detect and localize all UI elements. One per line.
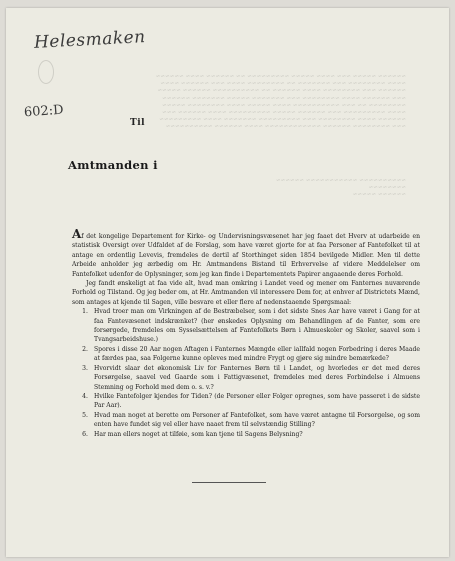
question-text: Hvad man noget at berette om Personer af Fantefolket, som have været antagne til Forsorgelse, og som enten have fundet sig vel eller have naaet frem til selvstændig Stilling? [94, 411, 420, 429]
intro-paragraph [72, 227, 420, 279]
handwritten-archive-number: 602:D [23, 102, 65, 121]
question-item: 5. Hvad man noget at berette om Personer af Fantefolket, som have været antagne til Forsorgelse, og som enten have fundet sig vel eller have naaet frem til selvstændig Stilling? [82, 411, 420, 429]
salutation-til: Til [130, 118, 146, 128]
question-item: 1. Hvad troer man om Virkningen af de Bestræbelser, som i det sidste Snes Aar have været i Gang for at faa Fantevæsenet indskrænket? (her ønskedes Oplysning om Behandlingen af de Fanter, som ere forsørgede, fremdeles om Sysselsættelsen af Fantefolkets Børn i Almueskoler og Skoler, saavel som i Tvangsarbeidshuse.) [82, 308, 420, 344]
question-item: 4. Hvilke Fantefolger kjendes for Tiden? (de Personer eller Folger opregnes, som have passeret i de sidste Par Aar). [82, 392, 420, 410]
question-text: Hvilke Fantefolger kjendes for Tiden? (de Personer eller Folger opregnes, som have passeret i de sidste Par Aar). [94, 392, 420, 410]
question-text: Hvorvidt slaar det økonomisk Liv for Fanternes Børn til i Landet, og hvorledes er det med deres Forsørgelse, saavel ved Gaarde som i Fattigvæsenet, fremdeles med deres Forbindelse i Almuens Stemning og Forhold med dem o. s. v.? [94, 364, 420, 391]
question-text: Spores i disse 20 Aar nogen Aftagen i Fanternes Mængde eller iallfald nogen Forbedring i deres Maade at færdes paa, saa Folgerne kunne opleves med mindre Frygt og gjøre sig mindre bemærkede? [94, 345, 420, 363]
drop-cap: A [72, 227, 82, 241]
recipient-heading: Amtmanden i [68, 158, 158, 172]
question-item: 2. Spores i disse 20 Aar nogen Aftagen i Fanternes Mængde eller iallfald nogen Forbedring i deres Maade at færdes paa, saa Folgerne kunne opleves med mindre Frygt og gjøre sig mindre bemærkede? [82, 345, 420, 363]
question-item: 3. Hvorvidt slaar det økonomisk Liv for Fanternes Børn til i Landet, og hvorledes er det med deres Forsørgelse, saavel ved Gaarde som i Fattigvæsenet, fremdeles med deres Forbindelse i Almuens Stemning og Forhold med dem o. s. v.? [82, 364, 420, 391]
question-item: 6. Har man ellers noget at tilføie, som kan tjene til Sagens Belysning? [72, 430, 420, 439]
closing-rule [192, 482, 266, 483]
letter-body [72, 227, 420, 439]
request-paragraph: Jeg fandt ønskeligt at faa vide alt, hvad man omkring i Landet veed og mener om Fanternes nuværende Forhold og Tilstand. Og jeg beder om, at Hr. Amtmanden vil interessere Dem for, at enhver af Districtets Mænd, som antages at kjende til Sagen, ville besvare et eller flere af nedenstaaende Spørgsmaal: [72, 280, 420, 306]
bleed-through-footer: ~~~~~~~~~~ ~~~~~~~~~~~ ~~~~~~ ~~~~~~~~ ~~~~~~ ~~~~~ [275, 178, 406, 199]
question-text: Hvad troer man om Virkningen af de Bestræbelser, som i det sidste Snes Aar have været i Gang for at faa Fantevæsenet indskrænket? (her ønskedes Oplysning om Behandlingen af de Fanter, som ere forsørgede, fremdeles om Sysselsættelsen af Fantefolkets Børn i Almueskoler og Skoler, saavel som i Tvangsarbeidshuse.) [94, 308, 420, 344]
intro-text: f det kongelige Departement for Kirke- og Undervisningsvæsenet har jeg faaet det Hverv at udarbeide en statistisk Oversigt over Udfaldet af de Forslag, som have været gjorte for at faa Personer af Fantefolket til at antage en ordentlig Levevis, fremdeles de dertil af Storthinget siden 1854 bevilgede Midler. Men til dette Arbeide anholder jeg ærbødig om Hr. Amtmandens Bistand til Erhvervelse af videre Meddelelser om Fantefolket udenfor de Oplysninger, som jeg kan finde i Departementets Papirer angaaende deres Forhold. [72, 233, 420, 278]
handwritten-name: Helesmaken [33, 27, 147, 53]
question-list [72, 307, 420, 439]
document-page [6, 8, 449, 557]
question-text: Har man ellers noget at tilføie, som kan tjene til Sagens Belysning? [94, 430, 303, 438]
bleed-through-text: ~~~~~~ ~~~~~ ~~~ ~~~~ ~~~~~ ~~~~~~~~~ ~~ ~~~~~~ ~~~~ ~~~~~~ ~~~~ ~~~~~~~~ ~~~ ~~~~~~~ ~~ ~~~~~~~~ ~~~~ ~~~ ~~~~~~ ~~~~ ~~~~~~ ~~~ ~~~~~~~~ ~~~~ ~~~~~~ ~~ ~~~~~~~~~~ ~~~~~~ ~~~~~ ~~~ ~~~~~~ ~~~~ ~~~~~~~~ ~~~ ~~~~~~~ ~~~~~ ~~~~~~~ ~~~~~~ ~~~~~~~~ ~~ ~~~ ~~~~~~~~~~ ~~~~ ~~~~~ ~~~~ ~~~~~~~~ ~~~~~ ~~~~ ~~~~~~~~~ ~~~ ~~~~~~ ~~~~~ ~~~~~~~~~ ~~~~ ~~~~~~ ~~~ ~~~~~~ ~~~~ ~~~~~~~~ ~~~ ~~~~~~~~~ ~~~~~~~ ~~~~ ~~~~~~~~~ ~~~ ~~~~~~~~ ~~~~~~ ~~~~~~~~~~~~ ~~~~ ~~~~~~ ~~~~~~~~~~ [155, 74, 406, 131]
